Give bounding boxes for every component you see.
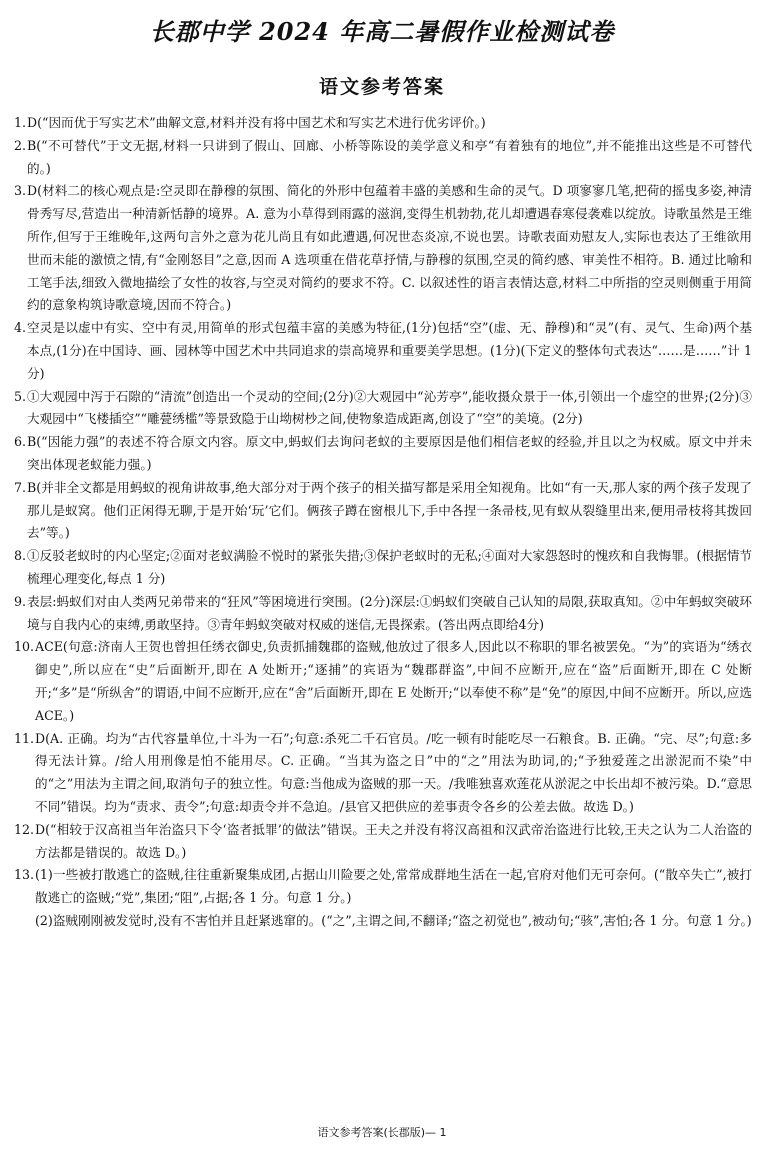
answer-item	[14, 386, 752, 432]
answer-number: 3.	[14, 183, 27, 199]
page-footer: 语文参考答案(长郡版)— 1	[317, 1126, 447, 1139]
answer-item	[14, 819, 752, 865]
answer-number: 7.	[14, 479, 27, 495]
answer-item	[14, 728, 752, 819]
answer-text: ①反驳老蚁时的内心坚定;②面对老蚁满脸不悦时的紧张失措;③保护老蚁时的无私;④面对大家怨怒时的愧疚和自我悔罪。(根据情节梳理心理变化,每点 1 分)	[27, 548, 752, 586]
answer-text: D(“因而优于写实艺术”曲解文意,材料并没有将中国艺术和写实艺术进行优劣评价。)	[27, 115, 486, 130]
answer-text: 空灵是以虚中有实、空中有灵,用简单的形式包蕴丰富的美感为特征,(1分)包括“空”(虚、无、静穆)和“灵”(有、灵气、生命)两个基本点,(1分)在中国诗、画、园林等中国艺术中共同追求的崇高境界和重要美学思想。(1分)(下定义的整体句式表达“……是……”计 1 分)	[27, 320, 752, 381]
answer-item	[14, 112, 752, 135]
answer-number: 9.	[14, 593, 27, 609]
answer-number: 5.	[14, 388, 27, 404]
answer-item	[14, 477, 752, 545]
answer-item	[14, 431, 752, 477]
answer-item	[14, 636, 752, 727]
answer-number: 2.	[14, 137, 27, 153]
answer-text: 表层:蚂蚁们对由人类两兄弟带来的“狂风”等困境进行突围。(2分)深层:①蚂蚁们突破自己认知的局限,获取真知。②中年蚂蚁突破环境与自我内心的束缚,勇敢坚持。③青年蚂蚁突破对权威的迷信,无畏探索。(答出两点即给4分)	[27, 593, 752, 632]
answer-text: D(材料二的核心观点是:空灵即在静穆的氛围、简化的外形中包蕴着丰盛的美感和生命的灵气。D 项寥寥几笔,把荷的摇曳多姿,神清骨秀写尽,营造出一种清新恬静的境界。A. 意为小草得到雨露的滋润,变得生机勃勃,花儿却遭遇春寒侵袭难以绽放。诗歌虽然是王维所作,但写于王维晚年,这两句言外之意为花儿尚且有如此遭遇,何况世态炎凉,不说也罢。诗歌表面劝慰友人,实际也表达了王维欲用世而未能的激愤之情,有“金刚怒目”之意,因而 A 选项重在借花草抒情,与静穆的氛围,空灵的简约感、审美性不相符。B. 通过比喻和工笔手法,细致入微地描绘了女性的妆容,与空灵对简约的要求不符。C. 以叙述性的语言表情达意,材料二中所指的空灵则侧重于用简约的意象构筑诗歌意境,因而不符合。)	[27, 183, 752, 313]
answer-item	[14, 545, 752, 591]
answer-text: ACE(句意:济南人王贺也曾担任绣衣御史,负责抓捕魏郡的盗贼,他放过了很多人,因此以不称职的罪名被罢免。“为”的宾语为“绣衣御史”,所以应在“史”后面断开,即在 A 处断开;“逐捕”的宾语为“魏郡群盗”,中间不应断开,应在“盗”后面断开,即在 C 处断开;“多”是“所纵舍”的谓语,中间不应断开,应在“舍”后面断开,即在 E 处断开;“以奉使不称”是“免”的原因,中间不应断开。所以,应选 ACE。)	[35, 639, 752, 723]
answer-number: 8.	[14, 548, 27, 564]
answer-text: B(“不可替代”于文无据,材料一只讲到了假山、回廊、小桥等陈设的美学意义和亭“有着独有的地位”,并不能推出这些是不可替代的。)	[27, 137, 752, 176]
answer-text: D(A. 正确。均为“古代容量单位,十斗为一石”;句意:杀死二千石官员。/吃一顿有时能吃尽一石粮食。B. 正确。“完、尽”;句意:多得无法计算。/给人用刑像是怕不能用尽。C. 正确。“当其为盗之日”中的“之”用法为助词,的;“予独爱莲之出淤泥而不染”中的“之”用法为主谓之间,取消句子的独立性。句意:当他成为盗贼的那一天。/我唯独喜欢莲花从淤泥之中长出却不被污染。D.“意思不同”错误。均为“责求、责令”;句意:却责令并不急迫。/县官又把供应的差事责令各乡的公差去做。故选 D。)	[35, 730, 752, 814]
answer-text: B(并非全文都是用蚂蚁的视角讲故事,绝大部分对于两个孩子的相关描写都是采用全知视角。比如“有一天,那人家的两个孩子发现了那儿是蚁窝。他们正闲得无聊,于是开始‘玩’它们。俩孩子蹲在窗根儿下,手中各捏一条帚枝,见有蚁从裂缝里出来,便用帚枝将其拨回去”等。)	[27, 479, 752, 541]
answer-number: 13.	[14, 867, 35, 883]
answer-number: 1.	[14, 115, 27, 130]
answer-text: (1)一些被打散逃亡的盗贼,往往重新聚集成团,占据山川险要之处,常常成群地生活在一起,官府对他们无可奈何。(“散卒失亡”,被打散逃亡的盗贼;“党”,集团;“阻”,占据;各 1 分。句意 1 分。)	[35, 867, 752, 906]
answer-item	[14, 135, 752, 181]
answer-text: ①大观园中泻于石隙的“清流”创造出一个灵动的空间;(2分)②大观园中“沁芳亭”,能收摄众景于一体,引领出一个虚空的世界;(2分)③大观园中“飞楼插空”“雕甍绣槛”等景致隐于山坳树杪之间,使物象造成距离,创设了“空”的美境。(2分)	[27, 388, 752, 427]
page-title: 长郡中学 2024 年高二暑假作业检测试卷	[149, 17, 615, 46]
answer-number: 4.	[14, 320, 27, 336]
answer-number: 6.	[14, 434, 27, 450]
answer-number: 10.	[14, 639, 35, 655]
page-subtitle: 语文参考答案	[318, 76, 445, 98]
answer-number: 11.	[14, 730, 35, 746]
answer-item	[14, 864, 752, 932]
answer-item	[14, 591, 752, 637]
answer-number: 12.	[14, 821, 35, 837]
answer-text: B(“因能力强”的表述不符合原文内容。原文中,蚂蚁们去询问老蚁的主要原因是他们相信老蚁的经验,并且以之为权威。原文中并未突出体现老蚁能力强。)	[27, 434, 752, 472]
answer-list	[14, 112, 752, 933]
answer-text-part-2: (2)盗贼刚刚被发觉时,没有不害怕并且赶紧逃窜的。(“之”,主谓之间,不翻译;“盗之初觉也”,被动句;“骇”,害怕;各 1 分。句意 1 分。)	[35, 912, 752, 928]
answer-item	[14, 317, 752, 385]
answer-item	[14, 180, 752, 317]
answer-text: D(“相较于汉高祖当年治盗只下令‘盗者抵罪’的做法”错误。王夫之并没有将汉高祖和汉武帝治盗进行比较,王夫之认为二人治盗的方法都是错误的。故选 D。)	[35, 821, 752, 860]
